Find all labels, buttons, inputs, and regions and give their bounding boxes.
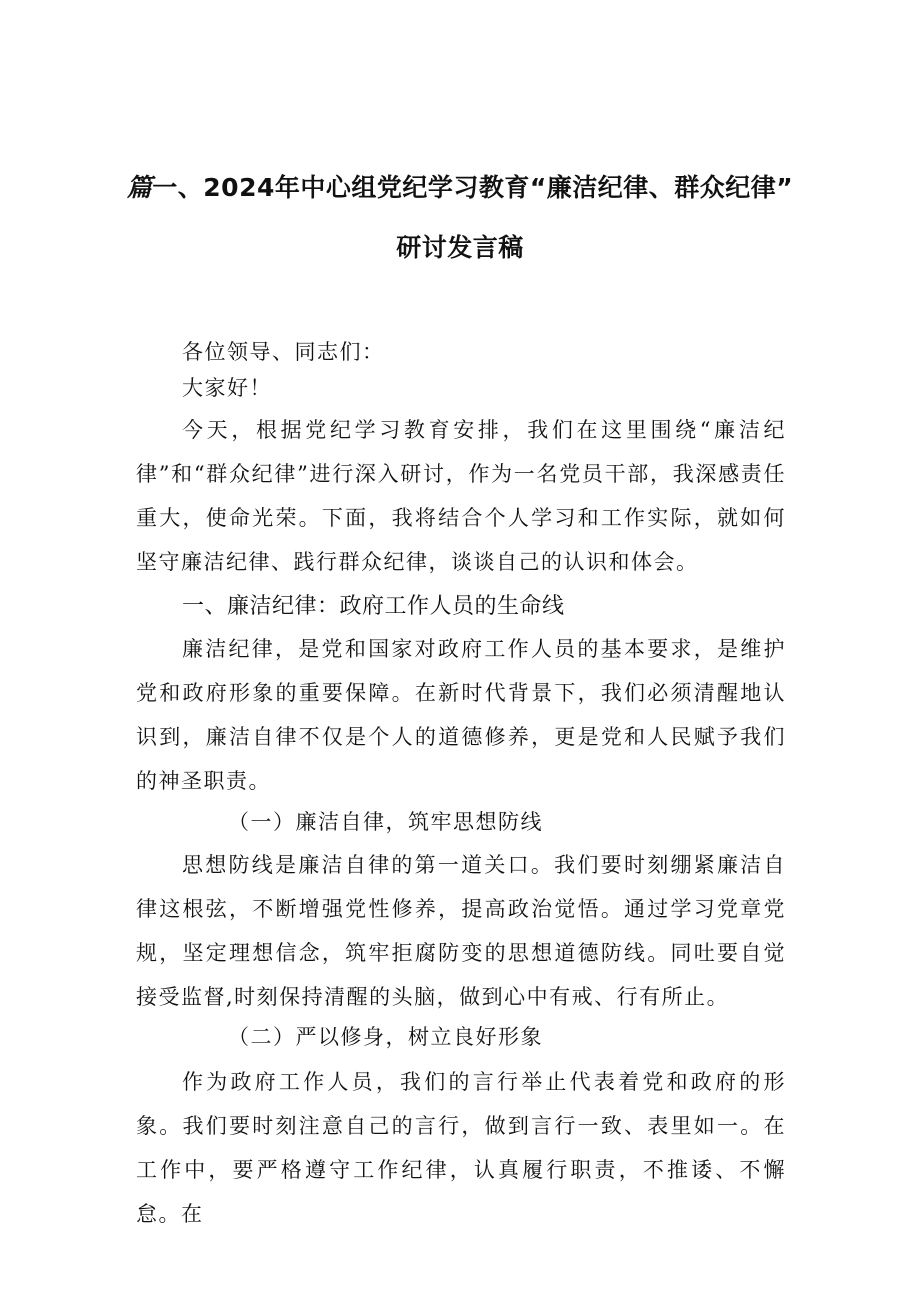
greeting: 大家好！ — [182, 376, 272, 400]
subsection-heading-2: （二）严以修身，树立良好形象 — [228, 1025, 543, 1049]
document-title-line-2: 研讨发言稿 — [396, 233, 524, 262]
title-text: 一、2024年中心组党纪学习教育“廉洁纪律、群众纪律” — [152, 173, 794, 202]
salutation: 各位领导、同志们： — [182, 340, 385, 364]
title-prefix: 篇 — [126, 173, 153, 202]
subsection-1-paragraph: 思想防线是廉洁自律的第一道关口。我们要时刻绷紧廉洁自律这根弦，不断增强党性修养，提高政治觉悟。通过学习党章党规，坚定理想信念，筑牢拒腐防变的思想道德防线。同吐要自觉接受监督,时刻保持清醒的头脑，做到心中有戒、行有所止。 — [136, 853, 786, 1009]
subsection-2-paragraph: 作为政府工作人员，我们的言行举止代表着党和政府的形象。我们要时刻注意自己的言行，做到言行一致、表里如一。在工作中，要严格遵守工作纪律，认真履行职责，不推诿、不懈怠。在 — [136, 1070, 786, 1226]
document-title-line-1 — [0, 168, 920, 204]
section-heading-1: 一、廉洁纪律：政府工作人员的生命线 — [182, 594, 565, 619]
intro-paragraph: 今天，根据党纪学习教育安排，我们在这里围绕“廉洁纪律”和“群众纪律”进行深入研讨，作为一名党员干部，我深感责任重大，使命光荣。下面，我将结合个人学习和工作实际，就如何坚守廉洁纪律、践行群众纪律，谈谈自己的认识和体会。 — [136, 418, 786, 574]
subsection-heading-1: （一）廉洁自律，筑牢思想防线 — [228, 810, 543, 834]
section-1-paragraph: 廉洁纪律，是党和国家对政府工作人员的基本要求，是维护党和政府形象的重要保障。在新时代背景下，我们必须清醒地认识到，廉洁自律不仅是个人的道德修养，更是党和人民赋予我们的神圣职责。 — [136, 637, 786, 793]
